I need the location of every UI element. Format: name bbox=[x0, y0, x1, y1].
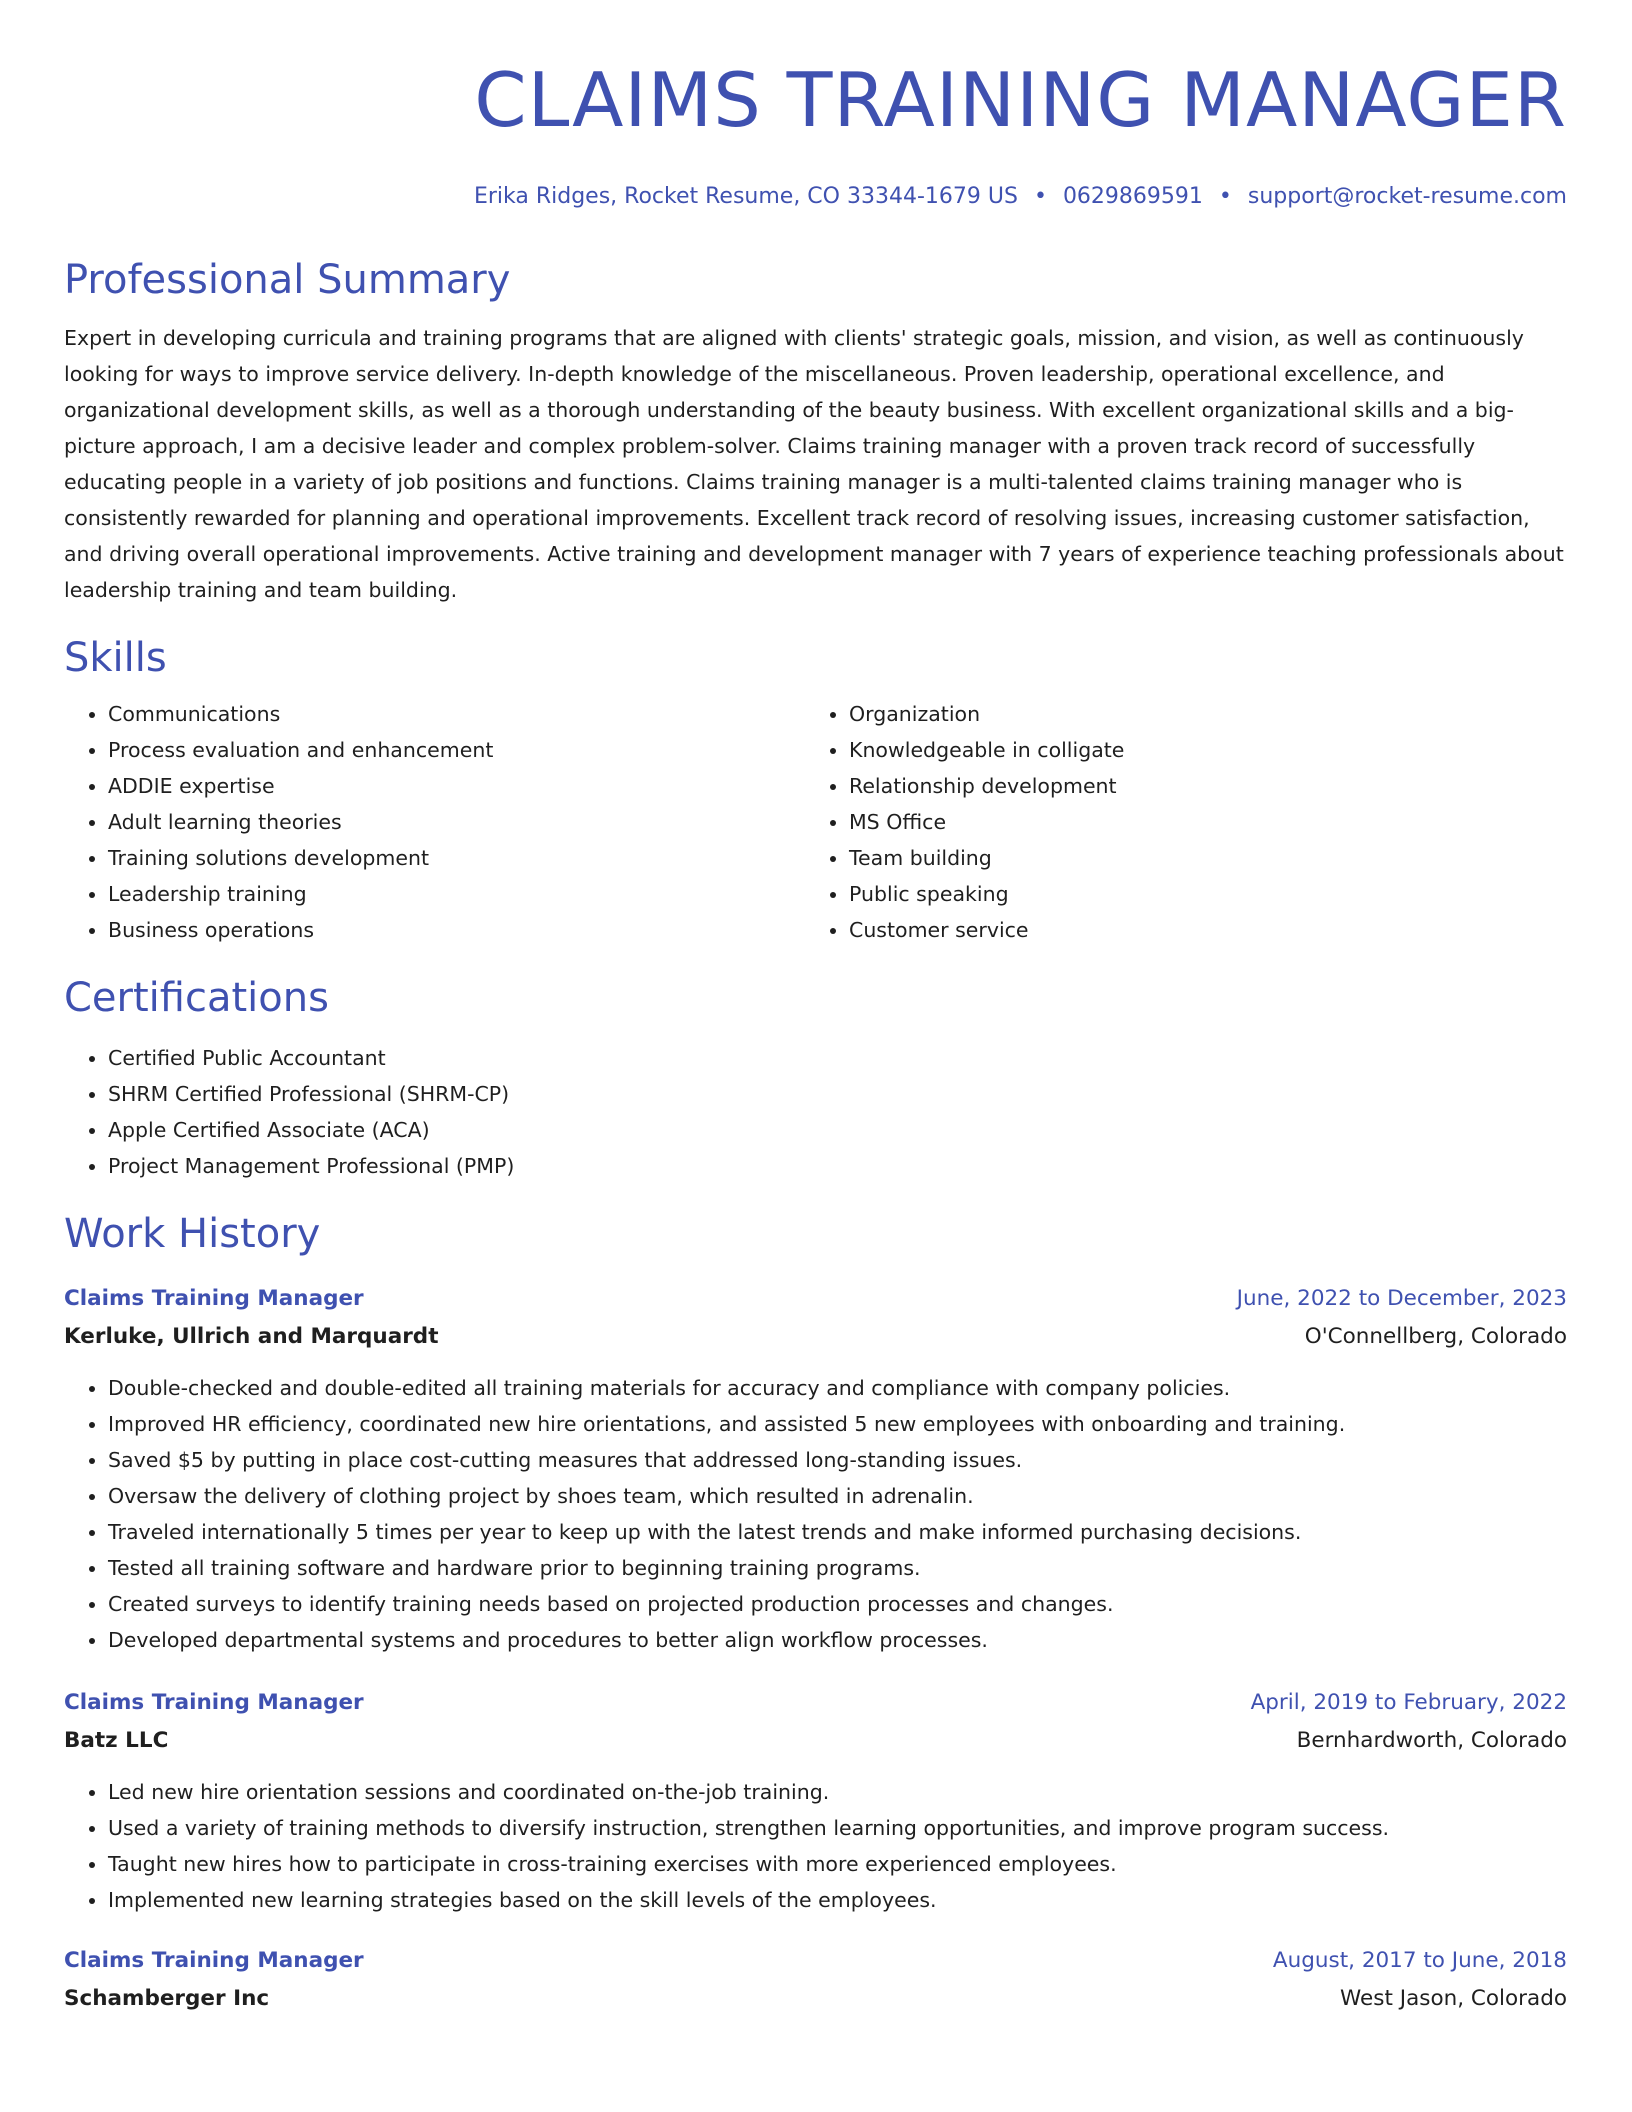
job-bullet: • Developed departmental systems and procedures to better align workflow processes. bbox=[108, 1622, 1567, 1658]
certification-item: • Certified Public Accountant bbox=[108, 1040, 1567, 1076]
job-entry bbox=[64, 1942, 1567, 2018]
separator-dot: • bbox=[1033, 184, 1047, 209]
job-title: Claims Training Manager bbox=[64, 1286, 364, 1311]
job-title: Claims Training Manager bbox=[64, 1690, 364, 1715]
skill-item: • MS Office bbox=[849, 804, 1546, 840]
job-bullets bbox=[64, 1370, 1567, 1658]
skills-columns bbox=[64, 696, 1567, 948]
job-bullet: • Taught new hires how to participate in cross-training exercises with more experienced employees. bbox=[108, 1846, 1567, 1882]
job-location: Bernhardworth, Colorado bbox=[1296, 1728, 1567, 1753]
work-history-heading: Work History bbox=[64, 1211, 321, 1257]
skill-item: • Knowledgeable in colligate bbox=[849, 732, 1546, 768]
skill-item: • Team building bbox=[849, 840, 1546, 876]
job-entry bbox=[64, 1280, 1567, 1658]
job-bullet: • Saved $5 by putting in place cost-cutting measures that addressed long-standing issues. bbox=[108, 1442, 1567, 1478]
job-company-row bbox=[64, 1980, 1567, 2018]
certification-item: • Apple Certified Associate (ACA) bbox=[108, 1112, 1567, 1148]
skill-item: • Process evaluation and enhancement bbox=[108, 732, 805, 768]
job-dates: August, 2017 to June, 2018 bbox=[1272, 1948, 1567, 1973]
contact-line bbox=[64, 182, 1567, 212]
job-bullet: • Created surveys to identify training needs based on projected production processes and changes. bbox=[108, 1586, 1567, 1622]
contact-address: Erika Ridges, Rocket Resume, CO 33344-1679 US bbox=[473, 184, 1018, 209]
contact-phone: 0629869591 bbox=[1062, 184, 1203, 209]
job-bullet: • Led new hire orientation sessions and coordinated on-the-job training. bbox=[108, 1774, 1567, 1810]
certifications-list bbox=[64, 1040, 1567, 1184]
job-header-row bbox=[64, 1684, 1567, 1722]
certification-item: • SHRM Certified Professional (SHRM-CP) bbox=[108, 1076, 1567, 1112]
skills-list-left bbox=[64, 696, 805, 948]
job-company: Kerluke, Ullrich and Marquardt bbox=[64, 1324, 439, 1349]
summary-text: Expert in developing curricula and training programs that are aligned with clients' strategic goals, mission, and vision, as well as continuously looking for ways to improve service delivery. In-depth knowledge of the miscellaneous. Proven leadership, operational excellence, and organizational development skills, as well as a thorough understanding of the beauty business. With excellent organizational skills and a big-picture approach, I am a decisive leader and complex problem-solver. Claims training manager with a proven track record of successfully educating people in a variety of job positions and functions. Claims training manager is a multi-talented claims training manager who is consistently rewarded for planning and operational improvements. Excellent track record of resolving issues, increasing customer satisfaction, and driving overall operational improvements. Active training and development manager with 7 years of experience teaching professionals about leadership training and team building. bbox=[64, 326, 1564, 602]
job-company: Schamberger Inc bbox=[64, 1986, 270, 2011]
job-header-row bbox=[64, 1942, 1567, 1980]
job-bullet: • Improved HR efficiency, coordinated new hire orientations, and assisted 5 new employees with onboarding and training. bbox=[108, 1406, 1567, 1442]
skill-item: • Adult learning theories bbox=[108, 804, 805, 840]
job-location: O'Connellberg, Colorado bbox=[1304, 1324, 1567, 1349]
job-company-row bbox=[64, 1318, 1567, 1356]
separator-dot: • bbox=[1218, 184, 1232, 209]
job-company-row bbox=[64, 1722, 1567, 1760]
skills-list-right bbox=[805, 696, 1546, 948]
skill-item: • Public speaking bbox=[849, 876, 1546, 912]
skill-item: • Communications bbox=[108, 696, 805, 732]
job-dates: April, 2019 to February, 2022 bbox=[1250, 1690, 1567, 1715]
job-title: Claims Training Manager bbox=[64, 1948, 364, 1973]
skill-item: • Business operations bbox=[108, 912, 805, 948]
resume-page bbox=[64, 0, 1567, 2112]
job-bullet: • Double-checked and double-edited all training materials for accuracy and compliance with company policies. bbox=[108, 1370, 1567, 1406]
job-dates: June, 2022 to December, 2023 bbox=[1236, 1286, 1567, 1311]
job-entry bbox=[64, 1684, 1567, 1918]
resume-title: CLAIMS TRAINING MANAGER bbox=[474, 56, 1567, 144]
certifications-heading: Certifications bbox=[64, 975, 329, 1021]
certification-item: • Project Management Professional (PMP) bbox=[108, 1148, 1567, 1184]
job-bullet: • Oversaw the delivery of clothing project by shoes team, which resulted in adrenalin. bbox=[108, 1478, 1567, 1514]
job-location: West Jason, Colorado bbox=[1340, 1986, 1567, 2011]
skill-item: • Relationship development bbox=[849, 768, 1546, 804]
contact-email: support@rocket-resume.com bbox=[1247, 184, 1567, 209]
skill-item: • Training solutions development bbox=[108, 840, 805, 876]
skill-item: • Leadership training bbox=[108, 876, 805, 912]
summary-heading: Professional Summary bbox=[64, 257, 511, 303]
job-bullet: • Used a variety of training methods to diversify instruction, strengthen learning opportunities, and improve program success. bbox=[108, 1810, 1567, 1846]
skill-item: • Organization bbox=[849, 696, 1546, 732]
job-bullet: • Tested all training software and hardware prior to beginning training programs. bbox=[108, 1550, 1567, 1586]
job-bullets bbox=[64, 1774, 1567, 1918]
skill-item: • Customer service bbox=[849, 912, 1546, 948]
job-bullet: • Traveled internationally 5 times per year to keep up with the latest trends and make informed purchasing decisions. bbox=[108, 1514, 1567, 1550]
job-bullet: • Implemented new learning strategies based on the skill levels of the employees. bbox=[108, 1882, 1567, 1918]
skills-heading: Skills bbox=[64, 635, 167, 681]
skill-item: • ADDIE expertise bbox=[108, 768, 805, 804]
job-company: Batz LLC bbox=[64, 1728, 169, 1753]
job-header-row bbox=[64, 1280, 1567, 1318]
